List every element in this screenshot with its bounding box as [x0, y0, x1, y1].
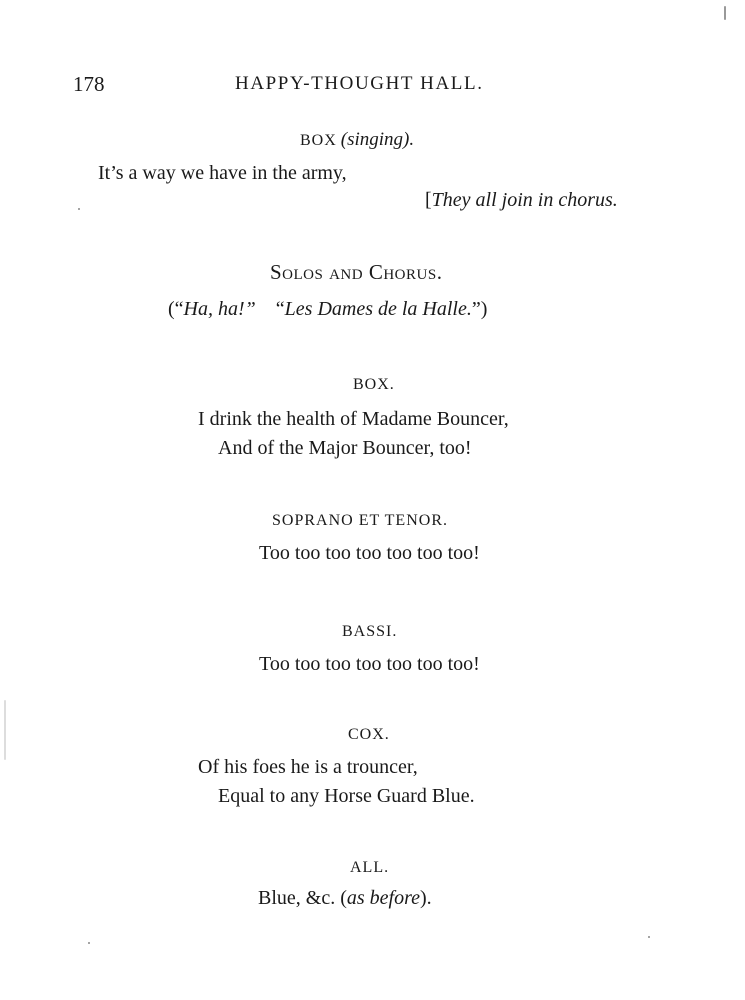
speaker-name: BOX — [300, 132, 337, 149]
speaker-bassi: BASSI. — [342, 623, 398, 640]
speaker-cox: COX. — [348, 726, 390, 743]
scan-speck — [648, 936, 650, 938]
verse-line: And of the Major Bouncer, too! — [218, 437, 472, 459]
page-number: 178 — [73, 72, 105, 96]
scan-speck — [88, 942, 90, 944]
tunes-close: ”) — [471, 298, 488, 320]
tune-les-dames: Les Dames de la Halle. — [284, 298, 472, 320]
scan-speck — [4, 700, 6, 760]
tune2-open: “ — [275, 298, 285, 320]
verse-line: It’s a way we have in the army, — [98, 162, 347, 184]
speaker-all: ALL. — [350, 859, 390, 876]
stage-direction-text: They all join in chorus. — [431, 189, 618, 211]
running-head: HAPPY-THOUGHT HALL. — [235, 73, 484, 94]
verse-line: Equal to any Horse Guard Blue. — [218, 785, 475, 807]
verse-line: I drink the health of Madame Bouncer, — [198, 408, 509, 430]
verse-line: Too too too too too too too! — [259, 653, 480, 675]
line-end: ). — [420, 887, 432, 909]
scan-speck — [78, 208, 80, 210]
verse-line — [258, 888, 432, 908]
scan-speck — [724, 6, 726, 20]
tunes-open: (“ — [168, 298, 184, 320]
tune-references — [168, 299, 487, 319]
speaker-soprano-tenor: SOPRANO ET TENOR. — [272, 512, 448, 529]
stage-direction — [425, 190, 618, 210]
tune-ha-ha: Ha, ha!” — [183, 298, 256, 320]
section-heading: Solos and Chorus. — [270, 260, 443, 284]
speaker-box: BOX. — [353, 376, 395, 393]
verse-line: Too too too too too too too! — [259, 542, 480, 564]
line-start: Blue, &c. ( — [258, 887, 347, 909]
speaker-direction: (singing). — [340, 129, 415, 150]
speaker-box-singing — [300, 130, 414, 149]
line-italic: as before — [346, 887, 421, 909]
stage-direction-bracket: [ — [425, 189, 432, 211]
verse-line: Of his foes he is a trouncer, — [198, 756, 418, 778]
